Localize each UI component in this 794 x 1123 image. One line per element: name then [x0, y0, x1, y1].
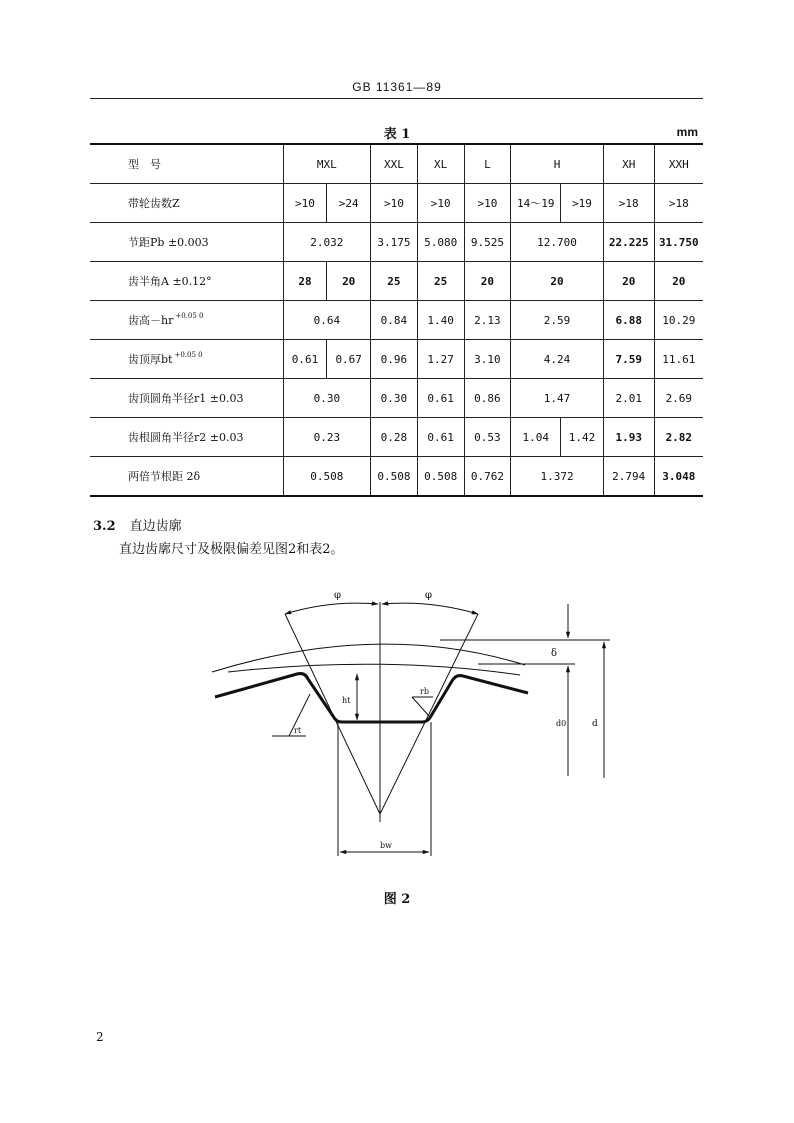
- section-text: 直边齿廓尺寸及极限偏差见图2和表2。: [119, 542, 344, 557]
- row-label: 齿顶圆角半径r1 ±0.03: [90, 379, 283, 418]
- tolerance: +0.05 0: [175, 312, 204, 320]
- cell: 1.27: [417, 340, 464, 379]
- cell: 0.64: [283, 301, 370, 340]
- cell: 20: [464, 262, 511, 301]
- cell: 0.86: [464, 379, 511, 418]
- cell: 0.53: [464, 418, 511, 457]
- cell: 0.61: [283, 340, 327, 379]
- table-unit: mm: [676, 125, 698, 139]
- row-label: 带轮齿数Z: [90, 184, 283, 223]
- pitch-circle-arc: [212, 644, 525, 672]
- cell: 1.93: [603, 418, 654, 457]
- cell: 1.42: [561, 418, 604, 457]
- cell: 2.59: [511, 301, 604, 340]
- phi-right-label: φ: [425, 590, 433, 601]
- row-label: 齿根圆角半径r2 ±0.03: [90, 418, 283, 457]
- cell: 0.84: [371, 301, 418, 340]
- cell: 0.61: [417, 418, 464, 457]
- tooth-profile: [215, 674, 528, 722]
- cell: 1.372: [511, 457, 604, 497]
- cell: 2.13: [464, 301, 511, 340]
- cell: 2.794: [603, 457, 654, 497]
- cell: XXL: [371, 144, 418, 184]
- row-label: 齿半角A ±0.12°: [90, 262, 283, 301]
- cell: >24: [327, 184, 371, 223]
- row-label: 两倍节根距 2δ: [90, 457, 283, 497]
- cell: XXH: [654, 144, 703, 184]
- cell: H: [511, 144, 604, 184]
- phi-left-label: φ: [334, 590, 342, 601]
- cell: 20: [511, 262, 604, 301]
- cell: 20: [327, 262, 371, 301]
- cell: 0.96: [371, 340, 418, 379]
- bw-label: bw: [380, 841, 392, 850]
- cell: 0.28: [371, 418, 418, 457]
- cell: >19: [561, 184, 604, 223]
- cell: 11.61: [654, 340, 703, 379]
- cell: >10: [283, 184, 327, 223]
- cell: >10: [417, 184, 464, 223]
- cell: 0.508: [283, 457, 370, 497]
- cell: >18: [654, 184, 703, 223]
- row-label: 节距Pb ±0.003: [90, 223, 283, 262]
- section-number: 3.2: [93, 519, 116, 534]
- cell: 0.508: [417, 457, 464, 497]
- cell: 2.82: [654, 418, 703, 457]
- cell: 10.29: [654, 301, 703, 340]
- standard-header: GB 11361—89: [352, 80, 442, 94]
- d0-label: d0: [556, 719, 567, 728]
- cell: 3.10: [464, 340, 511, 379]
- cell: 0.762: [464, 457, 511, 497]
- cell: 2.01: [603, 379, 654, 418]
- cell: 14～19: [511, 184, 561, 223]
- cell: 25: [417, 262, 464, 301]
- cell: 6.88: [603, 301, 654, 340]
- cell: 7.59: [603, 340, 654, 379]
- delta-label: δ: [551, 648, 558, 659]
- cell: >10: [464, 184, 511, 223]
- cell: 9.525: [464, 223, 511, 262]
- label-text: 齿顶厚bt: [128, 353, 173, 366]
- cell: 0.508: [371, 457, 418, 497]
- cell: 28: [283, 262, 327, 301]
- row-label: 型 号: [90, 144, 283, 184]
- angle-arc-right: [382, 603, 478, 614]
- cell: 0.61: [417, 379, 464, 418]
- cell: >18: [603, 184, 654, 223]
- cell: 0.30: [283, 379, 370, 418]
- cell: 20: [654, 262, 703, 301]
- flank-extension-left: [285, 614, 380, 814]
- cell: 4.24: [511, 340, 604, 379]
- cell: 3.048: [654, 457, 703, 497]
- d-label: d: [592, 719, 598, 729]
- page-number: 2: [96, 1030, 104, 1044]
- cell: 25: [371, 262, 418, 301]
- rb-label: rb: [420, 687, 429, 696]
- cell: 12.700: [511, 223, 604, 262]
- cell: XL: [417, 144, 464, 184]
- cell: 22.225: [603, 223, 654, 262]
- cell: 0.30: [371, 379, 418, 418]
- cell: L: [464, 144, 511, 184]
- cell: XH: [603, 144, 654, 184]
- table-caption: 表 1: [383, 127, 411, 142]
- rb-leader: [412, 697, 429, 716]
- cell: 20: [603, 262, 654, 301]
- cell: 2.69: [654, 379, 703, 418]
- cell: 0.67: [327, 340, 371, 379]
- cell: 1.04: [511, 418, 561, 457]
- angle-arc-left: [285, 603, 378, 614]
- cell: 0.23: [283, 418, 370, 457]
- cell: 5.080: [417, 223, 464, 262]
- section-title: 直边齿廓: [129, 519, 182, 534]
- cell: 2.032: [283, 223, 370, 262]
- cell: 1.40: [417, 301, 464, 340]
- ht-label: ht: [342, 696, 351, 705]
- cell: >10: [371, 184, 418, 223]
- figure-caption: 图 2: [383, 892, 411, 907]
- label-text: 齿高－hr: [128, 314, 174, 327]
- rt-label: rt: [294, 726, 302, 735]
- tolerance: +0.05 0: [174, 351, 203, 359]
- cell: 1.47: [511, 379, 604, 418]
- cell: MXL: [283, 144, 370, 184]
- cell: 31.750: [654, 223, 703, 262]
- cell: 3.175: [371, 223, 418, 262]
- outside-circle-arc: [228, 664, 520, 675]
